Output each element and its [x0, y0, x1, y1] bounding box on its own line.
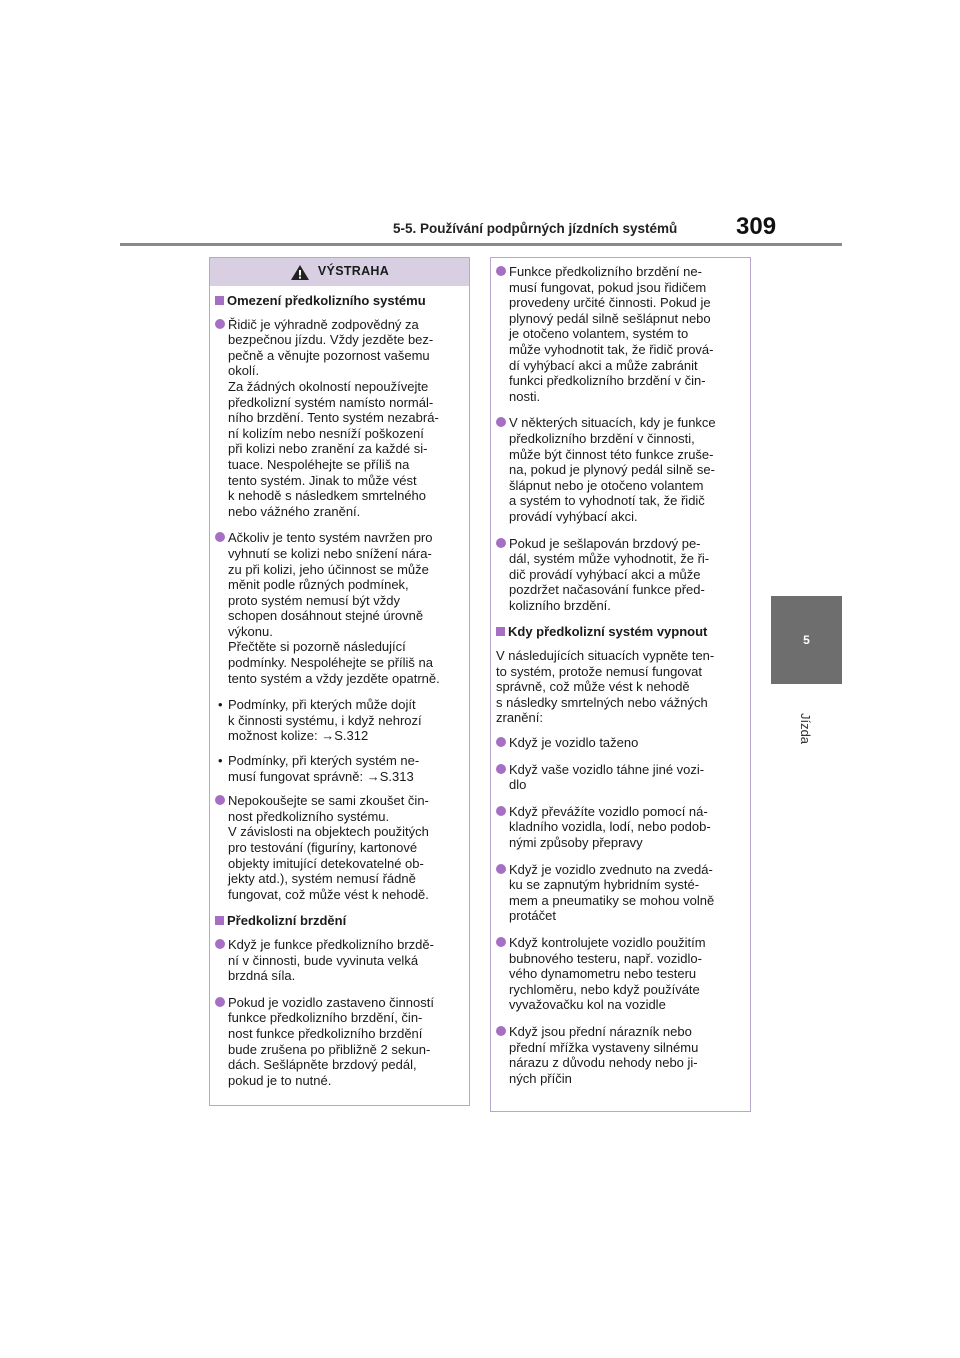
circle-bullet-icon: [215, 532, 225, 542]
chapter-label: [770, 708, 842, 748]
list-item: Když jsou přední nárazník nebo přední mřížka vystaveny silnému nárazu z důvodu nehody nebo ji- ných příčin: [495, 1024, 744, 1086]
circle-bullet-icon: [496, 806, 506, 816]
section-heading-disable: Kdy předkolizní systém vypnout: [495, 624, 744, 640]
circle-bullet-icon: [496, 864, 506, 874]
sub-list-item: • Podmínky, při kterých může dojít k činnosti systému, i když nehrozí možnost kolize: →S.312: [218, 697, 422, 744]
dot-bullet-icon: •: [218, 697, 223, 713]
square-bullet-icon: [215, 916, 224, 925]
section-title: 5-5. Používání podpůrných jízdních systémů: [393, 221, 678, 236]
list-item: Funkce předkolizního brzdění ne- musí fungovat, pokud jsou řidičem provedeny určité činnosti. Pokud je plynový pedál silně sešlápnut nebo je otočeno volantem, systém to může vyhodnotit tak, že řidič prová- dí vyhýbací akci a může zabránit funkci předkolizního brzdění v čin- nosti.: [495, 264, 744, 404]
list-item: Když je vozidlo taženo: [495, 735, 744, 751]
circle-bullet-icon: [496, 1026, 506, 1036]
warning-banner: [210, 258, 469, 286]
list-item: Když vaše vozidlo táhne jiné vozi- dlo: [495, 762, 744, 793]
sub-list-item: • Podmínky, při kterých systém ne- musí fungovat správně: →S.313: [218, 753, 420, 784]
list-item: Řidič je výhradně zodpovědný za bezpečnou jízdu. Vždy jezděte bez- pečně a věnujte pozornost vašemu okolí. Za žádných okolností nepoužívejte předkolizní systém namísto normál- ního brzdění. Tento systém nezabrá- ní kolizím nebo nesníží poškození při kolizi nebo zranění za každé si- tuace. Nespoléhejte se příliš na tento systém. Jinak to může vést k nehodě s následkem smrtelného nebo vážného zranění.: [214, 317, 463, 520]
circle-bullet-icon: [496, 764, 506, 774]
chapter-label-text: Jízda: [798, 712, 814, 744]
chapter-number: 5: [803, 633, 810, 647]
square-bullet-icon: [496, 627, 505, 636]
circle-bullet-icon: [215, 319, 225, 329]
list-item: Ačkoliv je tento systém navržen pro vyhnutí se kolizi nebo snížení nára- zu při kolizi, jeho účinnost se může měnit podle různých podmínek, proto systém nemusí být vždy schopen dosáhnout stejné úrovně výkonu. Přečtěte si pozorně následující podmínky. Nespoléhejte se příliš na tento systém a vždy jezděte opatrně.: [214, 530, 463, 686]
list-item: V některých situacích, kdy je funkce předkolizního brzdění v činnosti, může být činnost této funkce zruše- na, pokud je plynový pedál silně se- šlápnut nebo je otočeno volantem a systém to vyhodnotí tak, že řidič provádí vyhýbací akci.: [495, 415, 744, 524]
list-item: Pokud je vozidlo zastaveno činností funkce předkolizního brzdění, čin- nost funkce předkolizního brzdění bude zrušena po přibližně 2 sekun- dách. Sešlápněte brzdový pedál, pokud je to nutné.: [214, 995, 463, 1089]
dot-bullet-icon: •: [218, 753, 223, 769]
warning-box-continued: [490, 257, 751, 1112]
list-item: Pokud je sešlapován brzdový pe- dál, systém může vyhodnotit, že ři- dič provádí vyhýbací akci a může pozdržet načasování funkce před- kolizního brzdění.: [495, 536, 744, 614]
circle-bullet-icon: [496, 266, 506, 276]
list-item: Nepokoušejte se sami zkoušet čin- nost předkolizního systému. V závislosti na objektech použitých pro testování (figuríny, kartonové objekty imitující detekovatelné ob- jekty atd.), systém nemusí řádně fungovat, což může vést k nehodě.: [214, 793, 463, 902]
circle-bullet-icon: [496, 737, 506, 747]
section-heading-limits: Omezení předkolizního systému: [214, 293, 463, 309]
page-number: 309: [736, 213, 777, 240]
warning-icon: [290, 264, 310, 281]
circle-bullet-icon: [496, 417, 506, 427]
warning-title: VÝSTRAHA: [317, 264, 390, 279]
square-bullet-icon: [215, 296, 224, 305]
circle-bullet-icon: [215, 939, 225, 949]
circle-bullet-icon: [215, 997, 225, 1007]
list-item: Když kontrolujete vozidlo použitím bubnového testeru, např. vozidlo- vého dynamometru nebo testeru rychloměru, nebo když používáte vyvažovačku kol na vozidle: [495, 935, 744, 1013]
list-item: Když je funkce předkolizního brzdě- ní v činnosti, bude vyvinuta velká brzdná síla.: [214, 937, 463, 984]
section-heading-braking: Předkolizní brzdění: [214, 913, 463, 929]
list-item: Když převážíte vozidlo pomocí ná- kladního vozidla, lodí, nebo podob- nými způsoby přepravy: [495, 804, 744, 851]
circle-bullet-icon: [496, 538, 506, 548]
warning-box: [209, 257, 470, 1106]
circle-bullet-icon: [496, 937, 506, 947]
header-rule: [120, 243, 842, 246]
circle-bullet-icon: [215, 795, 225, 805]
intro-paragraph: V následujících situacích vypněte ten- to systém, protože nemusí fungovat správně, což může vést k nehodě s následky smrtelných nebo vážných zranění:: [496, 648, 715, 726]
chapter-tab: [771, 596, 842, 684]
list-item: Když je vozidlo zvednuto na zvedá- ku se zapnutým hybridním systé- mem a pneumatiky se mohou volně protáčet: [495, 862, 744, 924]
